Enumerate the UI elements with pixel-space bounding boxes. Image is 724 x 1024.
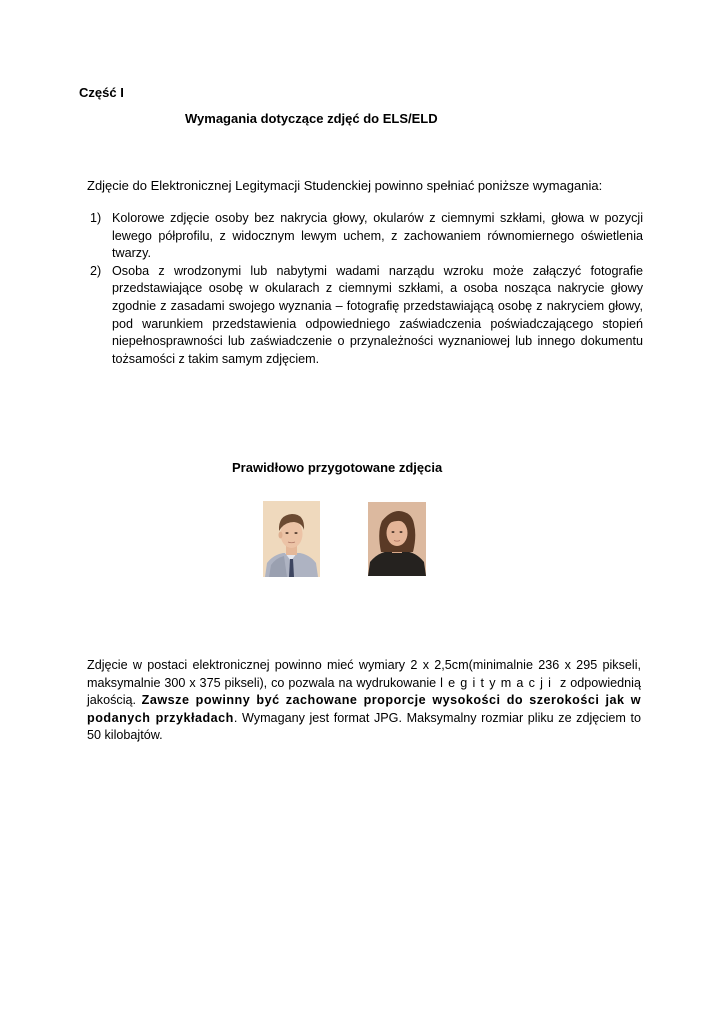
requirement-text: Osoba z wrodzonymi lub nabytymi wadami narządu wzroku może załączyć fotografie przedstawiające osobę w okularach z ciemnymi szkłami, a osoba nosząca nakrycie głowy zgodnie z zasadami swojego wyznania – fotografię przedstawiającą osobę z nakryciem głowy, pod warunkiem przedstawienia odpowiedniego zaświadczenia poświadczającego stopień niepełnosprawności lub zaświadczenie o przynależności wyznaniowej lub innego dokumentu tożsamości z takim samym zdjęciem. bbox=[112, 263, 643, 366]
requirement-item bbox=[87, 210, 643, 263]
specification-paragraph bbox=[87, 657, 641, 745]
spec-text-2: z odpowiednią jakością. bbox=[87, 675, 641, 708]
portrait-female-image bbox=[368, 502, 426, 576]
spec-text-3: . Wymagany jest format JPG. Maksymalny rozmiar pliku ze zdjęciem to 50 kilobajtów. bbox=[87, 710, 641, 743]
example-photo-female bbox=[368, 502, 426, 576]
spec-text-1: Zdjęcie w postaci elektronicznej powinno mieć wymiary 2 x 2,5cm(minimalnie 236 x 295 pikseli, maksymalnie 300 x 375 pikseli), co pozwala na wydrukowanie bbox=[87, 658, 641, 690]
intro-paragraph: Zdjęcie do Elektronicznej Legitymacji Studenckiej powinno spełniać poniższe wymagania: bbox=[87, 178, 603, 193]
document-title: Wymagania dotyczące zdjęć do ELS/ELD bbox=[185, 111, 438, 126]
requirement-number: 1) bbox=[90, 211, 102, 225]
requirement-number: 2) bbox=[90, 263, 102, 278]
photos-heading: Prawidłowo przygotowane zdjęcia bbox=[232, 460, 443, 475]
spec-text-spaced: legitymacji bbox=[440, 675, 557, 690]
portrait-male-image bbox=[263, 501, 320, 577]
requirement-item bbox=[87, 263, 643, 369]
example-photo-male bbox=[263, 501, 320, 577]
requirements-list bbox=[87, 210, 643, 368]
requirement-text: Kolorowe zdjęcie osoby bez nakrycia głowy, okularów z ciemnymi szkłami, głowa w pozycji lewego półprofilu, z widocznym lewym uchem, z zachowaniem równomiernego oświetlenia twarzy. bbox=[112, 211, 643, 261]
section-label: Część I bbox=[79, 85, 124, 100]
spec-text-bold: Zawsze powinny być zachowane proporcje wysokości do szerokości jak w podanych przykładach bbox=[87, 693, 641, 725]
